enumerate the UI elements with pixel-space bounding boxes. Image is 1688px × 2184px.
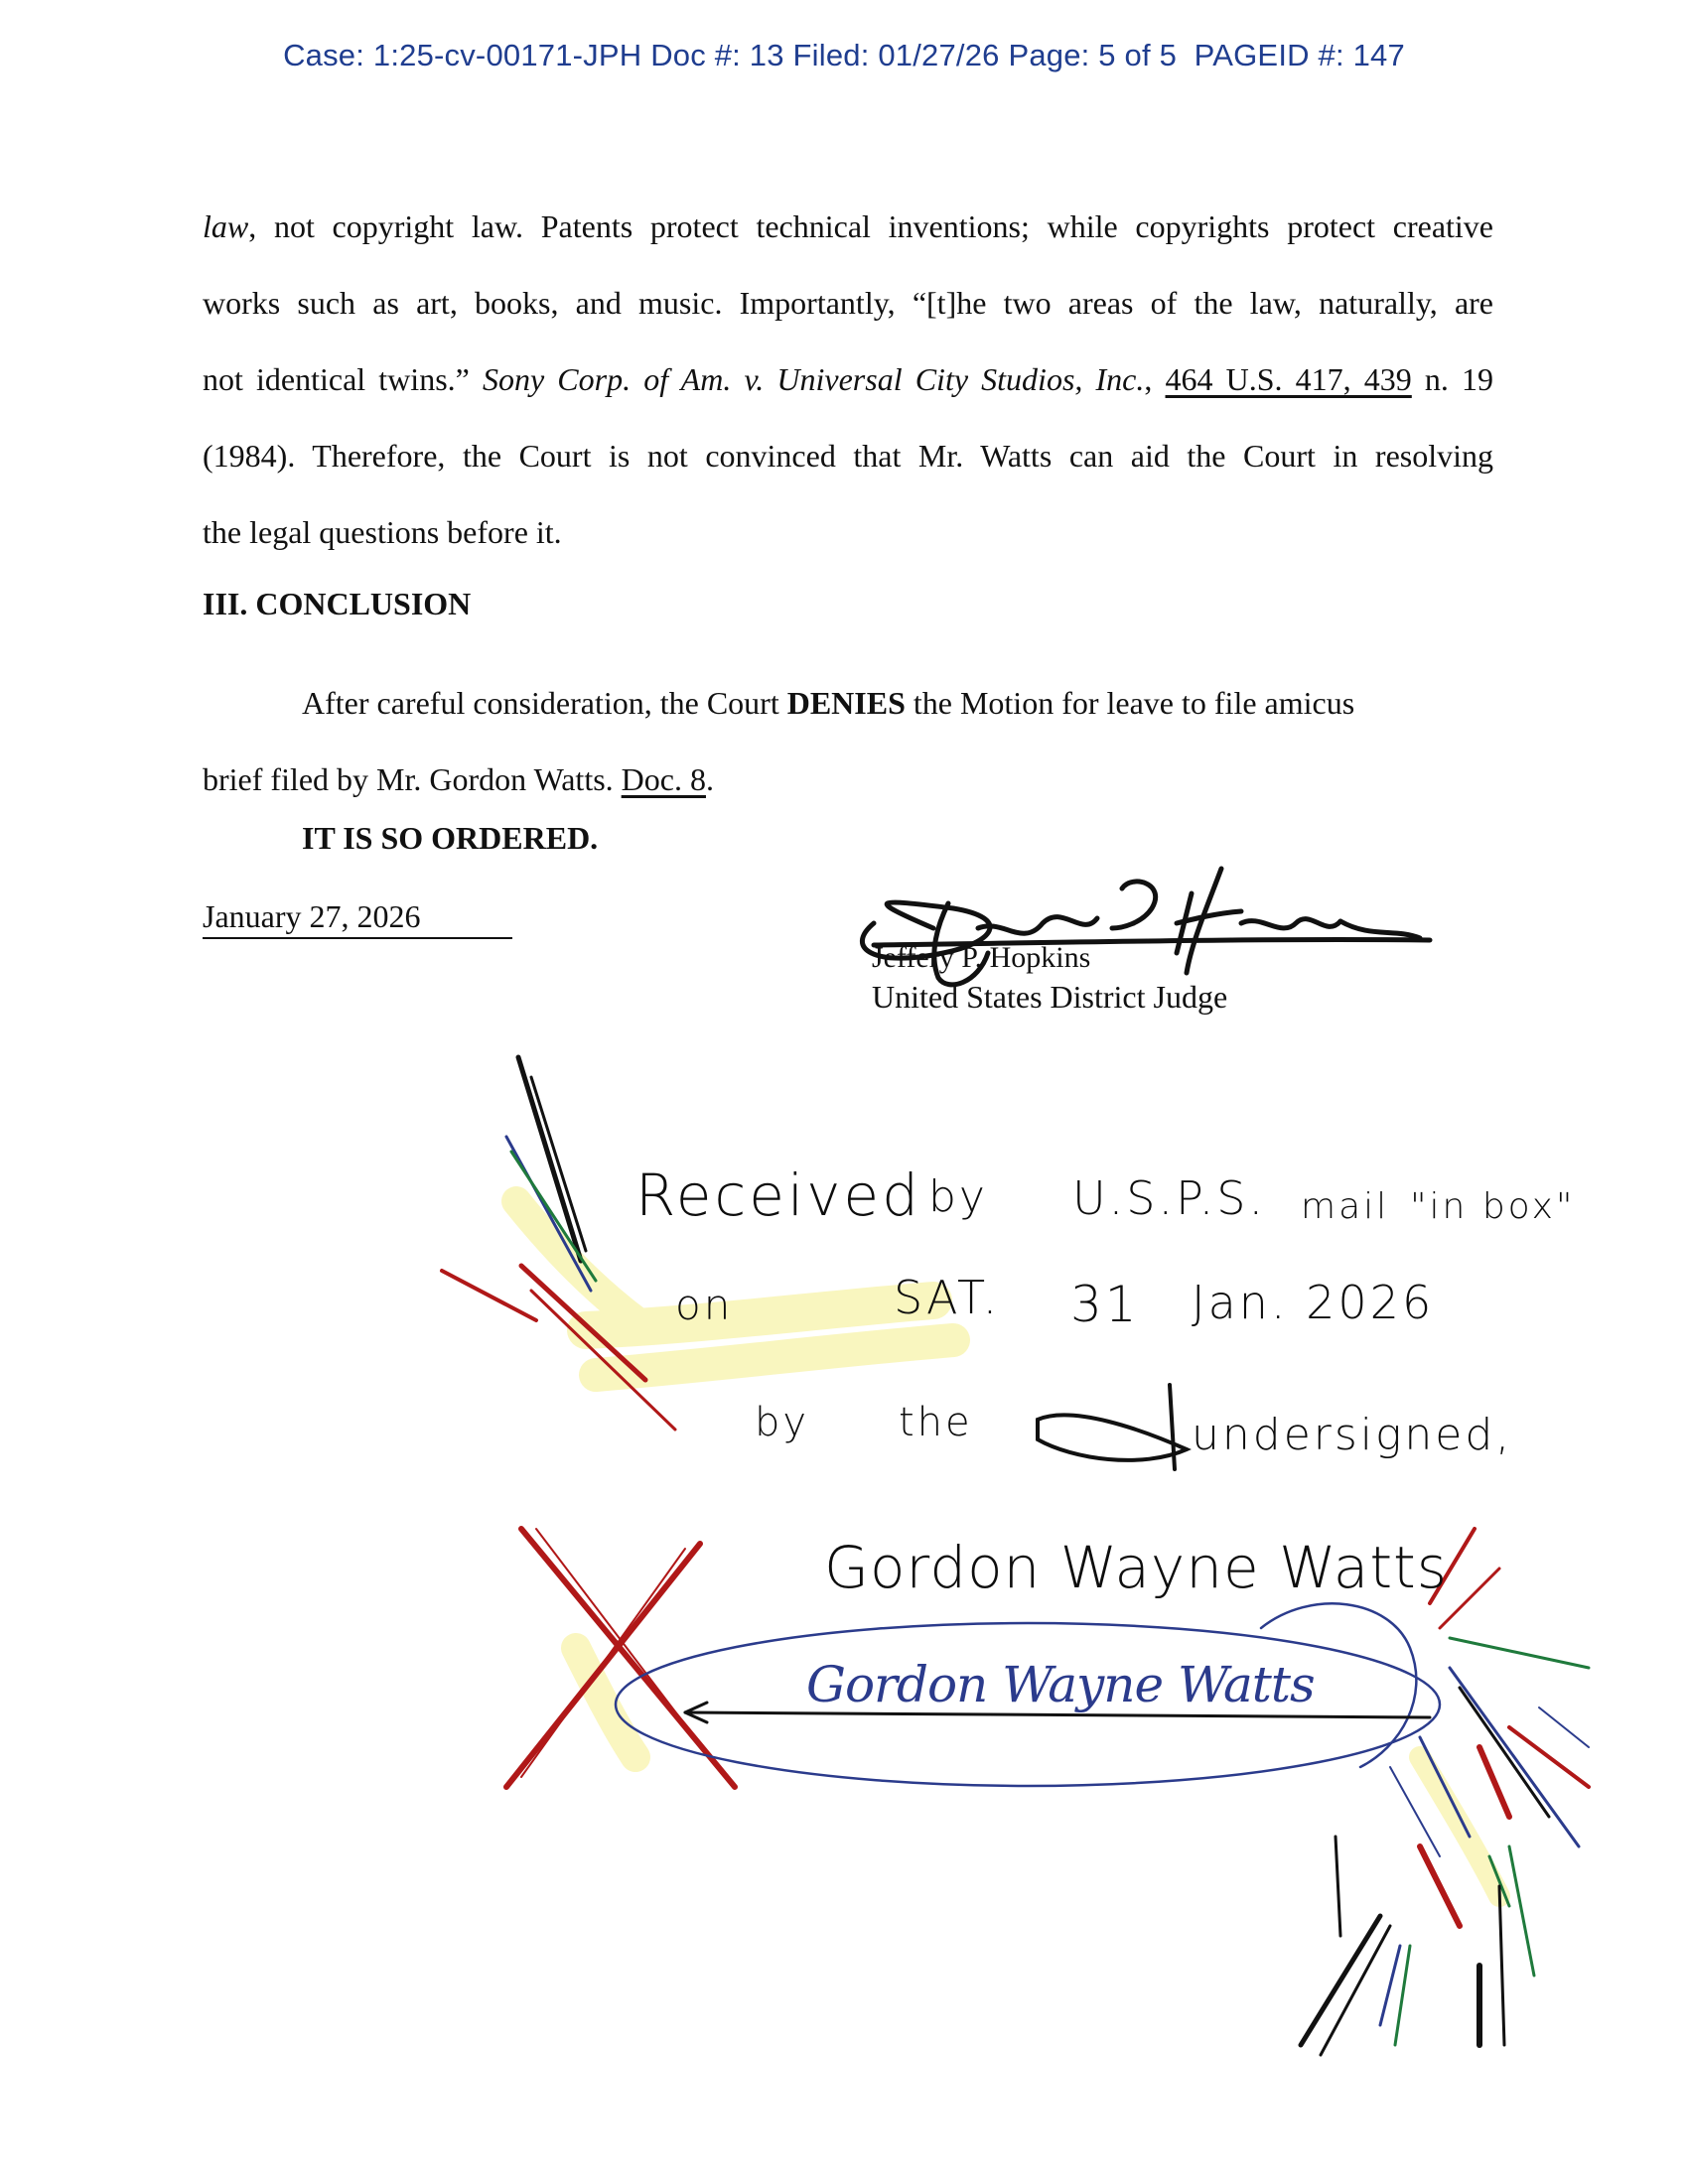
- body-text: the Motion for leave to file amicus: [905, 685, 1355, 721]
- denies-word: DENIES: [786, 685, 906, 721]
- handwritten-signature: Gordon Wayne Watts: [806, 1656, 1315, 1713]
- case-citation-name: Sony Corp. of Am. v. Universal City Studios, Inc.: [482, 361, 1145, 397]
- handwritten-sat: SAT.: [894, 1271, 1001, 1324]
- handwritten-inbox: "in box": [1410, 1186, 1576, 1227]
- order-date: January 27, 2026: [203, 898, 512, 939]
- body-text: ,: [1144, 361, 1166, 397]
- conclusion-paragraph: [203, 665, 1457, 818]
- handwritten-on: on: [675, 1281, 734, 1329]
- page-number: Page: 5 of 5: [1008, 38, 1178, 72]
- body-text: , not copyright law. Patents protect technical inventions; while copyrights protect creative: [248, 208, 1493, 244]
- handwritten-by: by: [928, 1171, 988, 1222]
- filed-date: Filed: 01/27/26: [792, 38, 1000, 72]
- italic-law: law: [203, 208, 249, 244]
- handwritten-usps: U.S.P.S.: [1072, 1171, 1267, 1225]
- body-text: brief filed by Mr. Gordon Watts.: [203, 761, 622, 797]
- doc-number: Doc #: 13: [650, 38, 784, 72]
- conclusion-line-1: [203, 665, 1457, 742]
- citation-link[interactable]: 464 U.S. 417, 439: [1165, 361, 1412, 397]
- body-paragraph: [203, 189, 1493, 571]
- handwritten-date: Jan. 2026: [1192, 1276, 1435, 1329]
- judge-name: Jeffery P. Hopkins: [872, 941, 1091, 974]
- body-line-4: (1984). Therefore, the Court is not convinced that Mr. Watts can aid the Court in resolving: [203, 438, 1493, 474]
- page-id: PAGEID #: 147: [1194, 38, 1405, 72]
- case-header: [0, 38, 1688, 73]
- judge-title: United States District Judge: [872, 979, 1228, 1015]
- conclusion-line-2: [203, 742, 1457, 818]
- body-line-3: [203, 341, 1493, 418]
- body-line-5: the legal questions before it.: [203, 514, 562, 550]
- handwritten-day: 31: [1070, 1276, 1140, 1333]
- handwritten-mail: mail: [1301, 1186, 1390, 1227]
- handwritten-received: Received: [635, 1161, 921, 1229]
- doc-link[interactable]: Doc. 8: [621, 761, 706, 797]
- body-text: After careful consideration, the Court: [302, 685, 787, 721]
- body-text: .: [705, 761, 714, 797]
- section-heading: III. CONCLUSION: [203, 586, 472, 621]
- so-ordered: IT IS SO ORDERED.: [302, 820, 599, 856]
- handwritten-undersigned: undersigned,: [1192, 1410, 1513, 1460]
- body-text: not identical twins.”: [203, 361, 483, 397]
- handwritten-by-2: by: [755, 1400, 810, 1445]
- body-text: n. 19: [1411, 361, 1494, 397]
- body-line-1: [203, 189, 1493, 265]
- case-number: Case: 1:25-cv-00171-JPH: [283, 38, 642, 72]
- handwritten-the: the: [899, 1400, 973, 1445]
- body-line-2: works such as art, books, and music. Importantly, “[t]he two areas of the law, naturally, are: [203, 285, 1493, 321]
- handwritten-name: Gordon Wayne Watts: [824, 1534, 1449, 1601]
